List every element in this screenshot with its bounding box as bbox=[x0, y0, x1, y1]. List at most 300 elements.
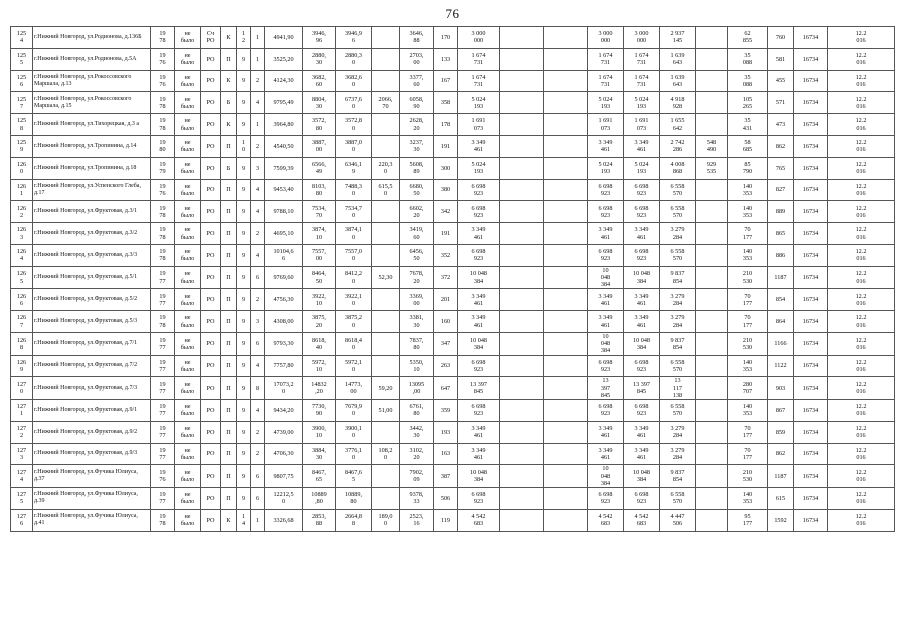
table-cell bbox=[372, 70, 400, 92]
table-cell: 62 855 bbox=[728, 27, 768, 49]
address-cell: г.Нижний Новгород, ул.Родионова, д.5А bbox=[33, 48, 151, 70]
table-cell: 3922, 10 bbox=[303, 289, 336, 311]
table-cell: 140 353 bbox=[728, 201, 768, 223]
table-cell: 12.2 016 bbox=[828, 266, 895, 289]
table-cell: 473 bbox=[768, 114, 794, 136]
table-cell bbox=[544, 266, 588, 289]
table-cell: 3 349 461 bbox=[458, 223, 500, 245]
table-cell: 1 bbox=[251, 48, 265, 70]
page-number: 76 bbox=[445, 6, 460, 21]
table-cell: не было bbox=[175, 201, 201, 223]
table-cell: 1187 bbox=[768, 465, 794, 488]
table-cell: 280 707 bbox=[728, 377, 768, 400]
table-cell bbox=[696, 509, 728, 531]
table-cell bbox=[696, 289, 728, 311]
table-cell: 6 698 923 bbox=[588, 399, 624, 421]
table-cell: 4 bbox=[251, 179, 265, 201]
table-cell: 19 77 bbox=[151, 487, 175, 509]
table-cell: П bbox=[221, 377, 237, 400]
address-cell: г.Нижний Новгород, ул.Фруктовая, д.3/1 bbox=[33, 201, 151, 223]
table-row bbox=[11, 355, 895, 377]
table-cell: 2 937 145 bbox=[660, 27, 696, 49]
table-cell: не было bbox=[175, 289, 201, 311]
address-cell: г.Нижний Новгород, ул.Фруктовая, д.9/1 bbox=[33, 399, 151, 421]
table-row bbox=[11, 244, 895, 266]
table-cell: 3 349 461 bbox=[588, 443, 624, 465]
table-row bbox=[11, 70, 895, 92]
table-cell: 126 6 bbox=[11, 289, 33, 311]
table-cell: 125 4 bbox=[11, 27, 33, 49]
table-cell: не было bbox=[175, 48, 201, 70]
table-cell: 12.2 016 bbox=[828, 201, 895, 223]
table-cell: 10889, 80 bbox=[336, 487, 372, 509]
table-cell: 3 279 284 bbox=[660, 421, 696, 443]
table-cell: 5972, 10 bbox=[303, 355, 336, 377]
table-cell: 19 78 bbox=[151, 92, 175, 114]
table-cell: 14832 ,20 bbox=[303, 377, 336, 400]
table-cell: 13 397 845 bbox=[624, 377, 660, 400]
table-cell: 4 542 683 bbox=[624, 509, 660, 531]
table-cell: 1 bbox=[251, 114, 265, 136]
table-cell: П bbox=[221, 421, 237, 443]
address-cell: г.Нижний Новгород, ул.Фруктовая, д.3/2 bbox=[33, 223, 151, 245]
table-cell: П bbox=[221, 443, 237, 465]
table-cell: 6 558 570 bbox=[660, 179, 696, 201]
table-cell: П bbox=[221, 465, 237, 488]
table-row bbox=[11, 266, 895, 289]
table-cell: 127 1 bbox=[11, 399, 33, 421]
address-cell: г.Нижний Новгород, ул.Фучика Юлиуса, д.37 bbox=[33, 465, 151, 488]
table-cell bbox=[544, 179, 588, 201]
table-cell bbox=[544, 135, 588, 157]
address-cell: г.Нижний Новгород, ул.Рокоссовского Маршала, д.13 bbox=[33, 70, 151, 92]
table-row bbox=[11, 509, 895, 531]
table-cell: 3 bbox=[251, 157, 265, 179]
table-cell: П bbox=[221, 487, 237, 509]
table-cell: 3369, 00 bbox=[400, 289, 434, 311]
table-cell: 6 698 923 bbox=[458, 487, 500, 509]
table-cell: 16734 bbox=[794, 179, 828, 201]
table-row bbox=[11, 399, 895, 421]
table-cell: 6 698 923 bbox=[458, 399, 500, 421]
table-cell: 16734 bbox=[794, 421, 828, 443]
table-cell: 8412,2 0 bbox=[336, 266, 372, 289]
table-cell: 127 3 bbox=[11, 443, 33, 465]
table-cell bbox=[696, 421, 728, 443]
table-cell: не было bbox=[175, 135, 201, 157]
table-cell bbox=[500, 157, 544, 179]
table-cell: 9 bbox=[237, 92, 251, 114]
table-cell bbox=[500, 377, 544, 400]
table-cell: 6761, 80 bbox=[400, 399, 434, 421]
table-cell: 12.2 016 bbox=[828, 421, 895, 443]
table-cell: 6 698 923 bbox=[458, 179, 500, 201]
table-cell: РО bbox=[201, 509, 221, 531]
table-cell: 4706,30 bbox=[265, 443, 303, 465]
table-cell: 19 78 bbox=[151, 244, 175, 266]
table-cell: 6 698 923 bbox=[458, 201, 500, 223]
table-cell: 12.2 016 bbox=[828, 223, 895, 245]
table-cell: не было bbox=[175, 465, 201, 488]
table-cell: 19 77 bbox=[151, 421, 175, 443]
table-cell: 380 bbox=[434, 179, 458, 201]
table-cell: 359 bbox=[434, 399, 458, 421]
table-cell: 3646, 88 bbox=[400, 27, 434, 49]
table-cell: 70 177 bbox=[728, 223, 768, 245]
table-cell: 6346,1 9 bbox=[336, 157, 372, 179]
table-cell: 7599,39 bbox=[265, 157, 303, 179]
table-cell: 16734 bbox=[794, 157, 828, 179]
table-cell: 16734 bbox=[794, 70, 828, 92]
table-cell: Сч РО bbox=[201, 27, 221, 49]
table-cell: К bbox=[221, 509, 237, 531]
table-cell: не было bbox=[175, 114, 201, 136]
table-cell: 7488,3 0 bbox=[336, 179, 372, 201]
table-cell bbox=[544, 465, 588, 488]
table-cell bbox=[544, 289, 588, 311]
table-cell: 2 bbox=[251, 223, 265, 245]
table-cell bbox=[500, 487, 544, 509]
table-cell: 16734 bbox=[794, 135, 828, 157]
table-cell: не было bbox=[175, 157, 201, 179]
table-cell: 70 177 bbox=[728, 311, 768, 333]
address-cell: г.Нижний Новгород, ул.Фруктовая, д.5/1 bbox=[33, 266, 151, 289]
table-row bbox=[11, 223, 895, 245]
table-cell bbox=[696, 70, 728, 92]
table-cell: 3572, 80 bbox=[303, 114, 336, 136]
table-cell: 10 048 384 bbox=[588, 266, 624, 289]
table-cell: 12.2 016 bbox=[828, 27, 895, 49]
table-cell: 300 bbox=[434, 157, 458, 179]
table-cell bbox=[372, 48, 400, 70]
table-cell: П bbox=[221, 311, 237, 333]
table-cell: 140 353 bbox=[728, 487, 768, 509]
table-cell: 201 bbox=[434, 289, 458, 311]
table-cell: 16734 bbox=[794, 27, 828, 49]
table-row bbox=[11, 289, 895, 311]
table-cell: 6 bbox=[251, 266, 265, 289]
table-cell: РО bbox=[201, 465, 221, 488]
table-cell: 9 bbox=[237, 223, 251, 245]
address-cell: г.Нижний Новгород, ул.Рокоссовского Маршала, д.15 bbox=[33, 92, 151, 114]
table-cell: 191 bbox=[434, 135, 458, 157]
table-cell: 126 3 bbox=[11, 223, 33, 245]
table-cell: П bbox=[221, 223, 237, 245]
table-cell: 864 bbox=[768, 311, 794, 333]
table-cell: 19 76 bbox=[151, 179, 175, 201]
table-cell: 9378, 33 bbox=[400, 487, 434, 509]
table-cell: 16734 bbox=[794, 355, 828, 377]
table-cell: 13095 ,00 bbox=[400, 377, 434, 400]
table-cell: 16734 bbox=[794, 48, 828, 70]
table-cell: 3887, 00 bbox=[303, 135, 336, 157]
table-cell: 10889 ,80 bbox=[303, 487, 336, 509]
table-cell: 9 bbox=[237, 157, 251, 179]
housing-repair-table bbox=[10, 26, 895, 532]
table-cell: 2 bbox=[251, 421, 265, 443]
table-cell: РО bbox=[201, 179, 221, 201]
table-cell: 7557,0 0 bbox=[336, 244, 372, 266]
table-cell: 3 349 461 bbox=[588, 311, 624, 333]
table-cell: 387 bbox=[434, 465, 458, 488]
table-cell: 191 bbox=[434, 223, 458, 245]
table-cell: 6 698 923 bbox=[458, 244, 500, 266]
table-cell: 19 78 bbox=[151, 201, 175, 223]
table-cell bbox=[500, 244, 544, 266]
table-cell: 3 279 284 bbox=[660, 443, 696, 465]
table-cell: 210 530 bbox=[728, 465, 768, 488]
table-cell: 12.2 016 bbox=[828, 70, 895, 92]
table-cell: 4 bbox=[251, 399, 265, 421]
table-cell: 3 349 461 bbox=[588, 223, 624, 245]
table-cell: П bbox=[221, 355, 237, 377]
table-cell: 125 7 bbox=[11, 92, 33, 114]
table-cell: РО bbox=[201, 70, 221, 92]
table-cell: 6 558 570 bbox=[660, 201, 696, 223]
table-cell: 9434,20 bbox=[265, 399, 303, 421]
table-cell: 1 691 073 bbox=[588, 114, 624, 136]
table-cell: 6737,6 0 bbox=[336, 92, 372, 114]
table-cell: не было bbox=[175, 266, 201, 289]
table-row bbox=[11, 157, 895, 179]
table-cell: 4 bbox=[251, 201, 265, 223]
table-cell: 9807,75 bbox=[265, 465, 303, 488]
table-cell bbox=[696, 465, 728, 488]
table-cell: 9 bbox=[237, 266, 251, 289]
table-cell: 17073,2 0 bbox=[265, 377, 303, 400]
table-cell: 6 bbox=[251, 465, 265, 488]
table-cell: 16734 bbox=[794, 266, 828, 289]
table-cell: 3 349 461 bbox=[588, 421, 624, 443]
table-cell: П bbox=[221, 244, 237, 266]
table-cell: 9 bbox=[237, 399, 251, 421]
table-cell bbox=[500, 289, 544, 311]
table-cell: 16734 bbox=[794, 201, 828, 223]
table-cell bbox=[372, 487, 400, 509]
table-cell: К bbox=[221, 114, 237, 136]
table-cell: 4 542 683 bbox=[588, 509, 624, 531]
table-cell: 3 349 461 bbox=[624, 223, 660, 245]
table-cell: 9 bbox=[237, 377, 251, 400]
table-cell: РО bbox=[201, 355, 221, 377]
table-cell: 4 bbox=[251, 92, 265, 114]
table-cell: 6 698 923 bbox=[588, 487, 624, 509]
table-cell: не было bbox=[175, 355, 201, 377]
table-cell: 6 bbox=[251, 332, 265, 355]
table-cell bbox=[696, 201, 728, 223]
table-cell: 6 698 923 bbox=[458, 355, 500, 377]
table-cell: 3884, 30 bbox=[303, 443, 336, 465]
table-cell: 126 0 bbox=[11, 157, 33, 179]
table-cell: 13 117 138 bbox=[660, 377, 696, 400]
table-cell: 4540,50 bbox=[265, 135, 303, 157]
table-cell: 1 bbox=[251, 509, 265, 531]
address-cell: г.Нижний Новгород, ул.Успенского Глеба, д.17 bbox=[33, 179, 151, 201]
table-cell: 862 bbox=[768, 443, 794, 465]
table-cell: 1 674 731 bbox=[588, 48, 624, 70]
table-cell bbox=[500, 399, 544, 421]
table-cell: 58 685 bbox=[728, 135, 768, 157]
table-cell: 3 349 461 bbox=[458, 421, 500, 443]
table-cell: 347 bbox=[434, 332, 458, 355]
table-cell: 6 558 570 bbox=[660, 355, 696, 377]
table-cell bbox=[696, 487, 728, 509]
table-cell bbox=[500, 509, 544, 531]
table-cell bbox=[500, 266, 544, 289]
table-cell: 6 698 923 bbox=[588, 355, 624, 377]
table-cell: 4 bbox=[251, 355, 265, 377]
table-cell bbox=[500, 114, 544, 136]
table-cell: 4941,90 bbox=[265, 27, 303, 49]
table-cell: 929 535 bbox=[696, 157, 728, 179]
table-cell: 6 698 923 bbox=[588, 244, 624, 266]
table-cell: 95 177 bbox=[728, 509, 768, 531]
table-cell bbox=[696, 27, 728, 49]
table-cell: 6 698 923 bbox=[588, 179, 624, 201]
table-cell: 10104,6 6 bbox=[265, 244, 303, 266]
table-row bbox=[11, 311, 895, 333]
table-cell: 2 bbox=[251, 289, 265, 311]
table-cell: РО bbox=[201, 289, 221, 311]
table-cell: 10 048 384 bbox=[624, 266, 660, 289]
table-cell: 3 bbox=[251, 311, 265, 333]
table-cell: 3 279 284 bbox=[660, 223, 696, 245]
table-cell: 12.2 016 bbox=[828, 244, 895, 266]
table-cell bbox=[544, 443, 588, 465]
table-cell: 2853, 88 bbox=[303, 509, 336, 531]
table-cell: 16734 bbox=[794, 244, 828, 266]
table-cell: 765 bbox=[768, 157, 794, 179]
table-cell: 3776,1 0 bbox=[336, 443, 372, 465]
table-cell: 12.2 016 bbox=[828, 48, 895, 70]
table-cell bbox=[372, 465, 400, 488]
table-cell: РО bbox=[201, 332, 221, 355]
table-cell: 3 349 461 bbox=[458, 289, 500, 311]
table-cell: 7557, 00 bbox=[303, 244, 336, 266]
table-cell: П bbox=[221, 266, 237, 289]
table-cell: 108,2 0 bbox=[372, 443, 400, 465]
table-cell: 19 78 bbox=[151, 27, 175, 49]
table-cell: 16734 bbox=[794, 443, 828, 465]
table-cell: 9 837 854 bbox=[660, 332, 696, 355]
table-cell: 5608, 89 bbox=[400, 157, 434, 179]
table-cell: 14773, 00 bbox=[336, 377, 372, 400]
table-cell: 105 265 bbox=[728, 92, 768, 114]
table-cell: 70 177 bbox=[728, 421, 768, 443]
table-cell: 3 349 461 bbox=[588, 289, 624, 311]
table-cell: 7678, 20 bbox=[400, 266, 434, 289]
table-cell: П bbox=[221, 135, 237, 157]
table-cell: 548 490 bbox=[696, 135, 728, 157]
table-cell: 2066, 70 bbox=[372, 92, 400, 114]
table-cell: 10 048 384 bbox=[588, 332, 624, 355]
table-cell: 4 447 506 bbox=[660, 509, 696, 531]
address-cell: г.Нижний Новгород, ул.Фруктовая, д.9/3 bbox=[33, 443, 151, 465]
table-cell: 1 674 731 bbox=[624, 48, 660, 70]
table-cell: 3875,2 0 bbox=[336, 311, 372, 333]
table-cell: 9 bbox=[237, 48, 251, 70]
table-cell: РО bbox=[201, 48, 221, 70]
table-cell: 372 bbox=[434, 266, 458, 289]
table-cell: 9 bbox=[237, 421, 251, 443]
table-cell bbox=[500, 355, 544, 377]
table-cell: 160 bbox=[434, 311, 458, 333]
table-cell: 8618, 40 bbox=[303, 332, 336, 355]
table-cell bbox=[500, 465, 544, 488]
table-cell: 6058, 90 bbox=[400, 92, 434, 114]
address-cell: г.Нижний Новгород, ул.Фруктовая, д.5/3 bbox=[33, 311, 151, 333]
table-cell: 12.2 016 bbox=[828, 399, 895, 421]
table-cell: 8 bbox=[251, 377, 265, 400]
table-cell: 1592 bbox=[768, 509, 794, 531]
table-cell bbox=[696, 48, 728, 70]
table-cell: 127 6 bbox=[11, 509, 33, 531]
table-cell: 9 bbox=[237, 355, 251, 377]
table-cell: 1166 bbox=[768, 332, 794, 355]
table-cell: 6 bbox=[251, 487, 265, 509]
table-cell: РО bbox=[201, 399, 221, 421]
table-cell: 867 bbox=[768, 399, 794, 421]
table-cell: 12212,5 0 bbox=[265, 487, 303, 509]
table-cell: 263 bbox=[434, 355, 458, 377]
table-cell: 178 bbox=[434, 114, 458, 136]
table-cell: 19 78 bbox=[151, 114, 175, 136]
table-cell: 6 698 923 bbox=[624, 487, 660, 509]
table-cell bbox=[544, 377, 588, 400]
table-cell bbox=[544, 487, 588, 509]
table-cell: 170 bbox=[434, 27, 458, 49]
table-cell: 126 5 bbox=[11, 266, 33, 289]
table-cell: 859 bbox=[768, 421, 794, 443]
table-cell: 59,20 bbox=[372, 377, 400, 400]
table-cell bbox=[544, 355, 588, 377]
table-cell: 1 639 643 bbox=[660, 48, 696, 70]
table-cell: 127 2 bbox=[11, 421, 33, 443]
table-cell: РО bbox=[201, 266, 221, 289]
address-cell: г.Нижний Новгород, ул.Фруктовая, д.7/1 bbox=[33, 332, 151, 355]
table-cell bbox=[544, 399, 588, 421]
table-cell: 581 bbox=[768, 48, 794, 70]
table-cell bbox=[372, 311, 400, 333]
table-cell: 19 78 bbox=[151, 509, 175, 531]
table-cell: 9788,10 bbox=[265, 201, 303, 223]
table-cell: 2664,8 8 bbox=[336, 509, 372, 531]
table-cell: РО bbox=[201, 92, 221, 114]
table-cell: 12.2 016 bbox=[828, 509, 895, 531]
address-cell: г.Нижний Новгород, ул.Фруктовая, д.7/2 bbox=[33, 355, 151, 377]
table-cell: 85 790 bbox=[728, 157, 768, 179]
table-cell: 615 bbox=[768, 487, 794, 509]
table-row bbox=[11, 92, 895, 114]
table-cell: не было bbox=[175, 377, 201, 400]
table-cell: 3 349 461 bbox=[458, 311, 500, 333]
table-cell: 3102, 20 bbox=[400, 443, 434, 465]
table-cell: 10 048 384 bbox=[624, 465, 660, 488]
table-cell: 9 bbox=[237, 465, 251, 488]
table-cell: 127 0 bbox=[11, 377, 33, 400]
table-cell: 4695,10 bbox=[265, 223, 303, 245]
address-cell: г.Нижний Новгород, ул.Тропинина, д.14 bbox=[33, 135, 151, 157]
table-cell bbox=[500, 332, 544, 355]
table-cell bbox=[500, 223, 544, 245]
table-cell: 3 000 000 bbox=[458, 27, 500, 49]
table-cell: Б bbox=[221, 92, 237, 114]
table-cell: 9793,30 bbox=[265, 332, 303, 355]
table-cell: 16734 bbox=[794, 289, 828, 311]
table-cell: 35 088 bbox=[728, 70, 768, 92]
table-row bbox=[11, 27, 895, 49]
table-cell: 7837, 80 bbox=[400, 332, 434, 355]
